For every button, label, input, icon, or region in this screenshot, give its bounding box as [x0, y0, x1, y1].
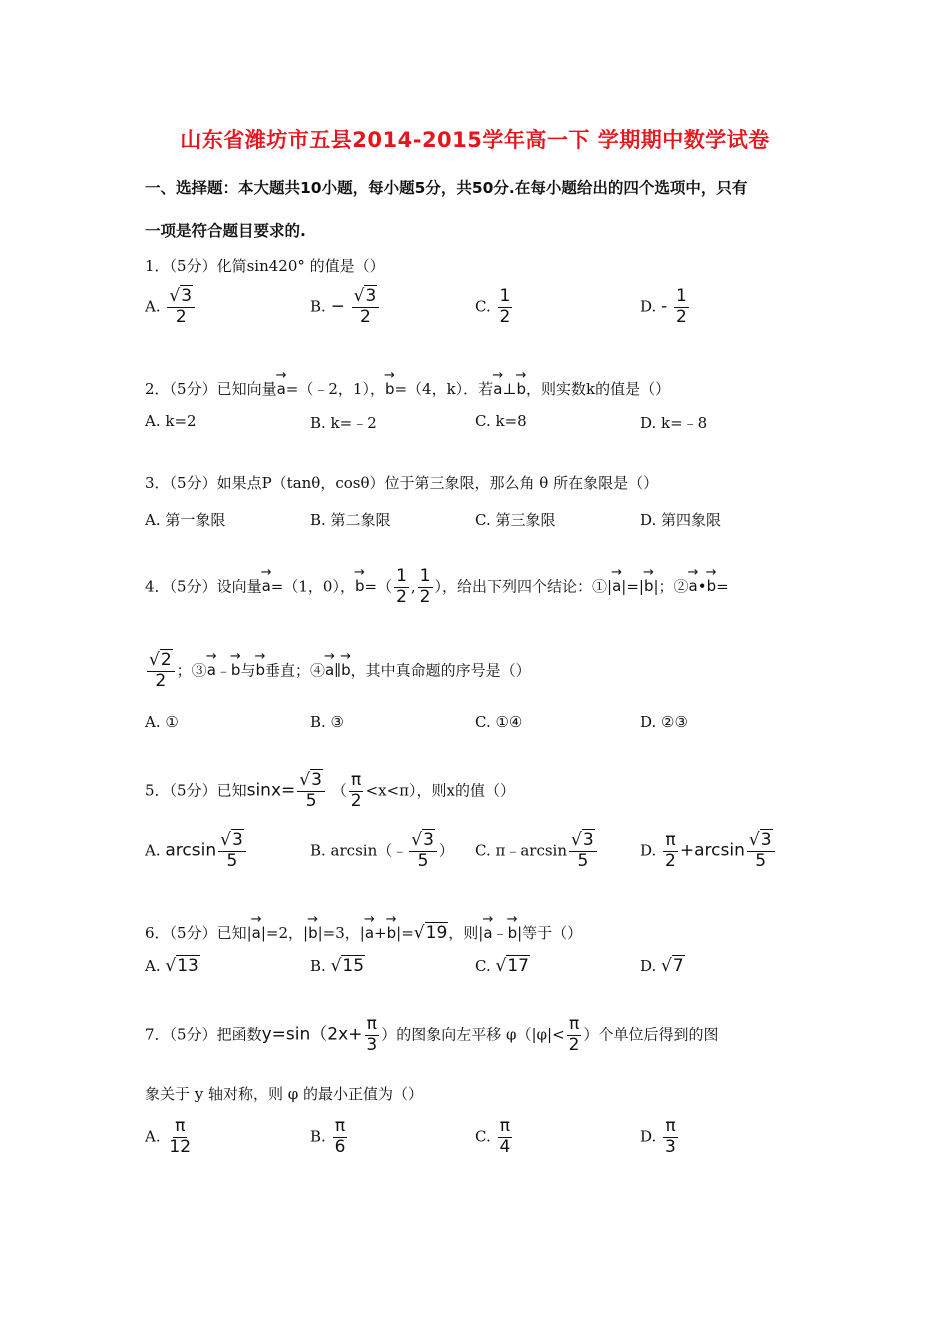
q7-option-c: C. $\frac{\pi}{4}$	[475, 1116, 511, 1157]
q5-option-a: A. arcsin $\frac{√3}{5}$	[145, 832, 248, 871]
q2-option-a: A. k=2	[145, 412, 197, 430]
q5-option-c: C. π﹣arcsin $\frac{√3}{5}$	[475, 832, 599, 871]
q4-option-a: A. ①	[145, 713, 179, 731]
q2-option-c: C. k=8	[475, 412, 527, 430]
question-4-stem: 4．（5分）设向量→ a=（1，0），→ b=（ $\frac{1}{2}$ , $\frac{1}{2}$ ），给出下列四个结论：①|→ a|=|→ b|；②→ a•→ b=	[145, 568, 825, 607]
q6-option-d: D. √7	[640, 956, 684, 976]
q3-option-c: C. 第三象限	[475, 511, 556, 529]
q6-option-b: B. √15	[310, 956, 365, 976]
q1-option-c: C. $\frac{1}{2}$	[475, 286, 511, 327]
q2-option-b: B. k=﹣2	[310, 414, 377, 432]
question-2-stem: 2．（5分）已知向量→ a=（﹣2，1），→ b=（4，k）．若→ a⊥→ b，则实数k的值是（）	[145, 374, 825, 399]
question-4-stem-cont: $\frac{√2}{2}$ ；③→ a﹣→ b与→ b垂直；④→ a∥→ b，其中真命题的序号是（）	[145, 652, 825, 691]
exam-title: 山东省潍坊市五县2014-2015学年高一下 学期期中数学试卷	[180, 128, 770, 152]
question-5-stem: 5．（5分）已知sinx= $\frac{√3}{5}$ （ $\frac{\pi}{2}$ <x<π），则x的值（）	[145, 770, 515, 811]
q7-option-b: B. $\frac{\pi}{6}$	[310, 1116, 346, 1157]
question-7-stem: 7．（5分）把函数y=sin（2x+ $\frac{\pi}{3}$ ）的图象向左平移 φ（|φ|< $\frac{\pi}{2}$ ）个单位后得到的图	[145, 1014, 719, 1055]
q1-option-d: D. - $\frac{1}{2}$	[640, 286, 687, 327]
q6-option-a: A. √13	[145, 956, 199, 976]
question-6-stem: 6．（5分）已知|→ a|=2，|→ b|=3，|→ a+→ b|=√19，则|→ a﹣→ b|等于（）	[145, 918, 825, 943]
q3-option-a: A. 第一象限	[145, 511, 226, 529]
question-7-stem-cont: 象关于 y 轴对称，则 φ 的最小正值为（）	[145, 1085, 424, 1103]
q7-option-d: D. $\frac{\pi}{3}$	[640, 1116, 676, 1157]
q1-option-b: B. − $\frac{√3}{2}$	[310, 288, 381, 327]
q1-option-a: A. $\frac{√3}{2}$	[145, 288, 197, 327]
q4-option-d: D. ②③	[640, 713, 688, 731]
q3-option-b: B. 第二象限	[310, 511, 391, 529]
section-heading-cont: 一项是符合题目要求的.	[145, 222, 306, 240]
q7-option-a: A. $\frac{\pi}{12}$	[145, 1116, 192, 1157]
q4-option-b: B. ③	[310, 713, 345, 731]
q6-option-c: C. √17	[475, 956, 529, 976]
question-1-stem: 1．（5分）化简sin420° 的值是（）	[145, 257, 385, 275]
q2-option-d: D. k=﹣8	[640, 414, 708, 432]
q4-option-c: C. ①④	[475, 713, 523, 731]
q5-option-b: B. arcsin（﹣ $\frac{√3}{5}$ ）	[310, 830, 454, 871]
q5-option-d: D. $\frac{\pi}{2}$ +arcsin $\frac{√3}{5}$	[640, 832, 777, 871]
question-3-stem: 3．（5分）如果点P（tanθ，cosθ）位于第三象限，那么角 θ 所在象限是（）	[145, 474, 659, 492]
section-heading: 一、选择题：本大题共10小题，每小题5分，共50分.在每小题给出的四个选项中，只有	[145, 179, 748, 197]
q3-option-d: D. 第四象限	[640, 511, 722, 529]
